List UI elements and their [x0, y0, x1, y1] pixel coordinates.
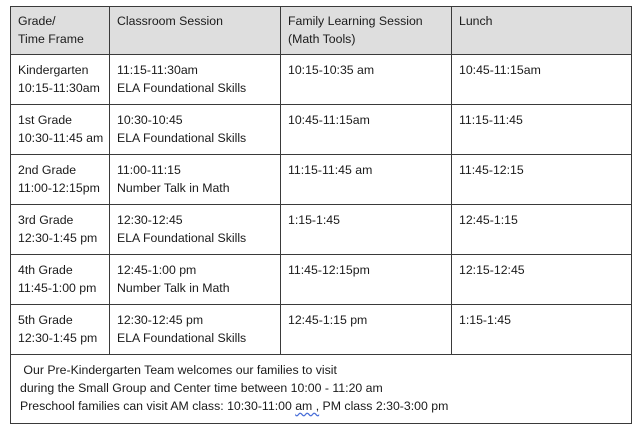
classroom-cell — [110, 55, 281, 105]
table-row — [11, 105, 632, 155]
lunch-cell: 1:15-1:45 — [452, 305, 632, 355]
family-cell: 10:15-10:35 am — [281, 55, 452, 105]
family-cell: 1:15-1:45 — [281, 205, 452, 255]
grade-time: 12:30-1:45 pm — [18, 231, 98, 245]
family-cell: 12:45-1:15 pm — [281, 305, 452, 355]
session-topic: ELA Foundational Skills — [117, 131, 247, 145]
grade-time: 11:00-12:15pm — [18, 181, 100, 195]
note-line-3-underlined: am , — [295, 399, 320, 413]
session-time: 11:15-11:30am — [117, 63, 198, 77]
header-family-line1: Family Learning Session — [288, 14, 423, 28]
lunch-cell: 11:45-12:15 — [452, 155, 632, 205]
table-row — [11, 255, 632, 305]
header-row — [11, 7, 632, 55]
grade-cell — [11, 55, 110, 105]
session-topic: Number Talk in Math — [117, 181, 230, 195]
session-topic: Number Talk in Math — [117, 281, 230, 295]
header-family-line2: (Math Tools) — [288, 32, 356, 46]
session-topic: ELA Foundational Skills — [117, 331, 247, 345]
grade-cell — [11, 205, 110, 255]
grade-name: 2nd Grade — [18, 163, 77, 177]
header-grade-line2: Time Frame — [18, 32, 84, 46]
note-line-2: during the Small Group and Center time between 10:00 - 11:20 am — [20, 381, 383, 395]
grade-cell — [11, 305, 110, 355]
classroom-cell — [110, 155, 281, 205]
grade-name: 5th Grade — [18, 313, 73, 327]
note-line-3-start: Preschool families can visit AM class: 10:30-11:00 — [20, 399, 296, 413]
pre-k-note — [11, 355, 632, 424]
header-classroom-session — [110, 7, 281, 55]
classroom-cell — [110, 205, 281, 255]
lunch-cell: 12:45-1:15 — [452, 205, 632, 255]
session-topic: ELA Foundational Skills — [117, 81, 247, 95]
grade-cell — [11, 255, 110, 305]
header-lunch — [452, 7, 632, 55]
session-time: 12:30-12:45 — [117, 213, 183, 227]
note-line-3 — [20, 397, 624, 415]
table-body — [11, 55, 632, 424]
session-time: 12:45-1:00 pm — [117, 263, 197, 277]
grade-time: 12:30-1:45 pm — [18, 331, 98, 345]
header-grade — [11, 7, 110, 55]
table-row — [11, 205, 632, 255]
grade-time: 11:45-1:00 pm — [18, 281, 97, 295]
table-row — [11, 155, 632, 205]
note-row — [11, 355, 632, 424]
header-family-learning — [281, 7, 452, 55]
session-time: 12:30-12:45 pm — [117, 313, 204, 327]
family-cell: 10:45-11:15am — [281, 105, 452, 155]
classroom-cell — [110, 305, 281, 355]
classroom-cell — [110, 105, 281, 155]
grade-name: 1st Grade — [18, 113, 72, 127]
table-row — [11, 305, 632, 355]
grade-time: 10:15-11:30am — [18, 81, 100, 95]
session-time: 10:30-10:45 — [117, 113, 183, 127]
grade-cell — [11, 155, 110, 205]
grade-time: 10:30-11:45 am — [18, 131, 104, 145]
header-lunch-line1: Lunch — [459, 14, 493, 28]
lunch-cell: 10:45-11:15am — [452, 55, 632, 105]
grade-name: Kindergarten — [18, 63, 89, 77]
note-line-3-end: PM class 2:30-3:00 pm — [319, 399, 449, 413]
grade-name: 3rd Grade — [18, 213, 74, 227]
table-row — [11, 55, 632, 105]
family-cell: 11:45-12:15pm — [281, 255, 452, 305]
header-grade-line1: Grade/ — [18, 14, 56, 28]
session-topic: ELA Foundational Skills — [117, 231, 247, 245]
grade-cell — [11, 105, 110, 155]
family-cell: 11:15-11:45 am — [281, 155, 452, 205]
lunch-cell: 12:15-12:45 — [452, 255, 632, 305]
classroom-cell — [110, 255, 281, 305]
lunch-cell: 11:15-11:45 — [452, 105, 632, 155]
table-header — [11, 7, 632, 55]
header-classroom-line1: Classroom Session — [117, 14, 223, 28]
note-line-1: Our Pre-Kindergarten Team welcomes our families to visit — [20, 363, 337, 377]
grade-name: 4th Grade — [18, 263, 73, 277]
schedule-table — [10, 6, 632, 424]
session-time: 11:00-11:15 — [117, 163, 181, 177]
